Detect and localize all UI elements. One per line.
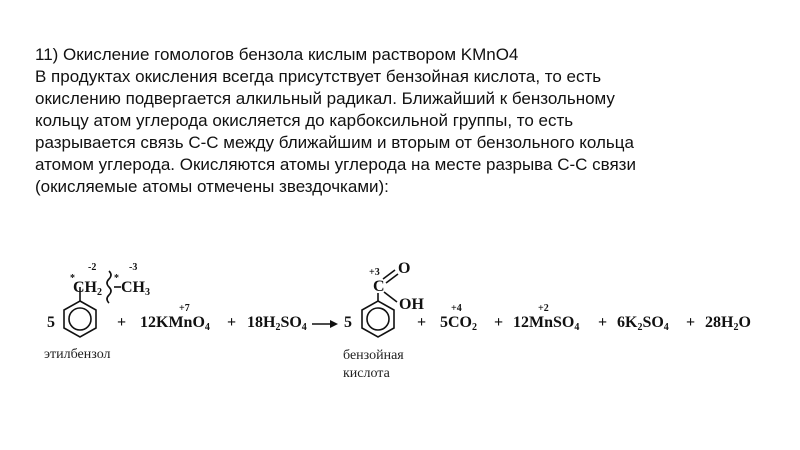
plus-sign-3: + <box>417 314 427 331</box>
bond-c-oh <box>384 292 397 302</box>
plus-sign-5: + <box>598 314 608 331</box>
ox-state-c-4: +4 <box>451 303 462 314</box>
hydroxyl-group: OH <box>399 296 424 313</box>
k2so4-term: $6K_2SO_4$ <box>617 314 669 333</box>
plus-sign-4: + <box>494 314 504 331</box>
ch2-group: $CH_2$ <box>73 279 102 298</box>
arrow <box>312 320 338 328</box>
label-ethylbenzene: этилбензол <box>44 347 111 362</box>
ch3-group: $CH_3$ <box>121 279 150 298</box>
carboxyl-carbon: C <box>373 278 385 295</box>
body-line-3: кольцу атом углерода окисляется до карбоксильной группы, то есть <box>35 111 574 130</box>
body-line-2: окислению подвергается алкильный радикал. Ближайший к бензольному <box>35 89 615 108</box>
plus-sign-1: + <box>117 314 127 331</box>
co2-term: $5CO_2$ <box>440 314 477 333</box>
h2so4-term: $18H_2SO_4$ <box>247 314 307 333</box>
mnso4-term: 12MnSO$_4$ <box>513 314 580 333</box>
carbonyl-oxygen: O <box>398 260 411 277</box>
label-benzoic: бензойная <box>343 348 404 363</box>
star-marker-1: * <box>70 273 75 284</box>
body-line-1: В продуктах окисления всегда присутствует бензойная кислота, то есть <box>35 67 602 86</box>
ox-state-ch2: -2 <box>88 262 97 273</box>
ox-state-ch3: -3 <box>129 262 138 273</box>
reactant-coefficient: 5 <box>47 314 55 331</box>
bond-break-wavy-mark <box>107 271 111 303</box>
star-marker-2: * <box>114 273 119 284</box>
ox-state-c-3: +3 <box>369 267 380 278</box>
h2o-term: $28H_2O$ <box>705 314 751 333</box>
ox-state-mn-2: +2 <box>538 303 549 314</box>
label-acid: кислота <box>343 366 390 381</box>
product-coefficient: 5 <box>344 314 352 331</box>
body-line-6: (окисляемые атомы отмечены звездочками): <box>35 177 389 196</box>
slide-title-line: 11) Окисление гомологов бензола кислым раствором KMnO4 <box>35 45 519 64</box>
plus-sign-6: + <box>686 314 696 331</box>
body-line-5: атомом углерода. Окисляются атомы углерода на месте разрыва С-С связи <box>35 155 636 174</box>
ox-state-mn-7: +7 <box>179 303 190 314</box>
kmno4-term: 12KMnO$_4$ <box>140 314 210 333</box>
body-line-4: разрывается связь С-С между ближайшим и вторым от бензольного кольца <box>35 133 634 152</box>
plus-sign-2: + <box>227 314 237 331</box>
